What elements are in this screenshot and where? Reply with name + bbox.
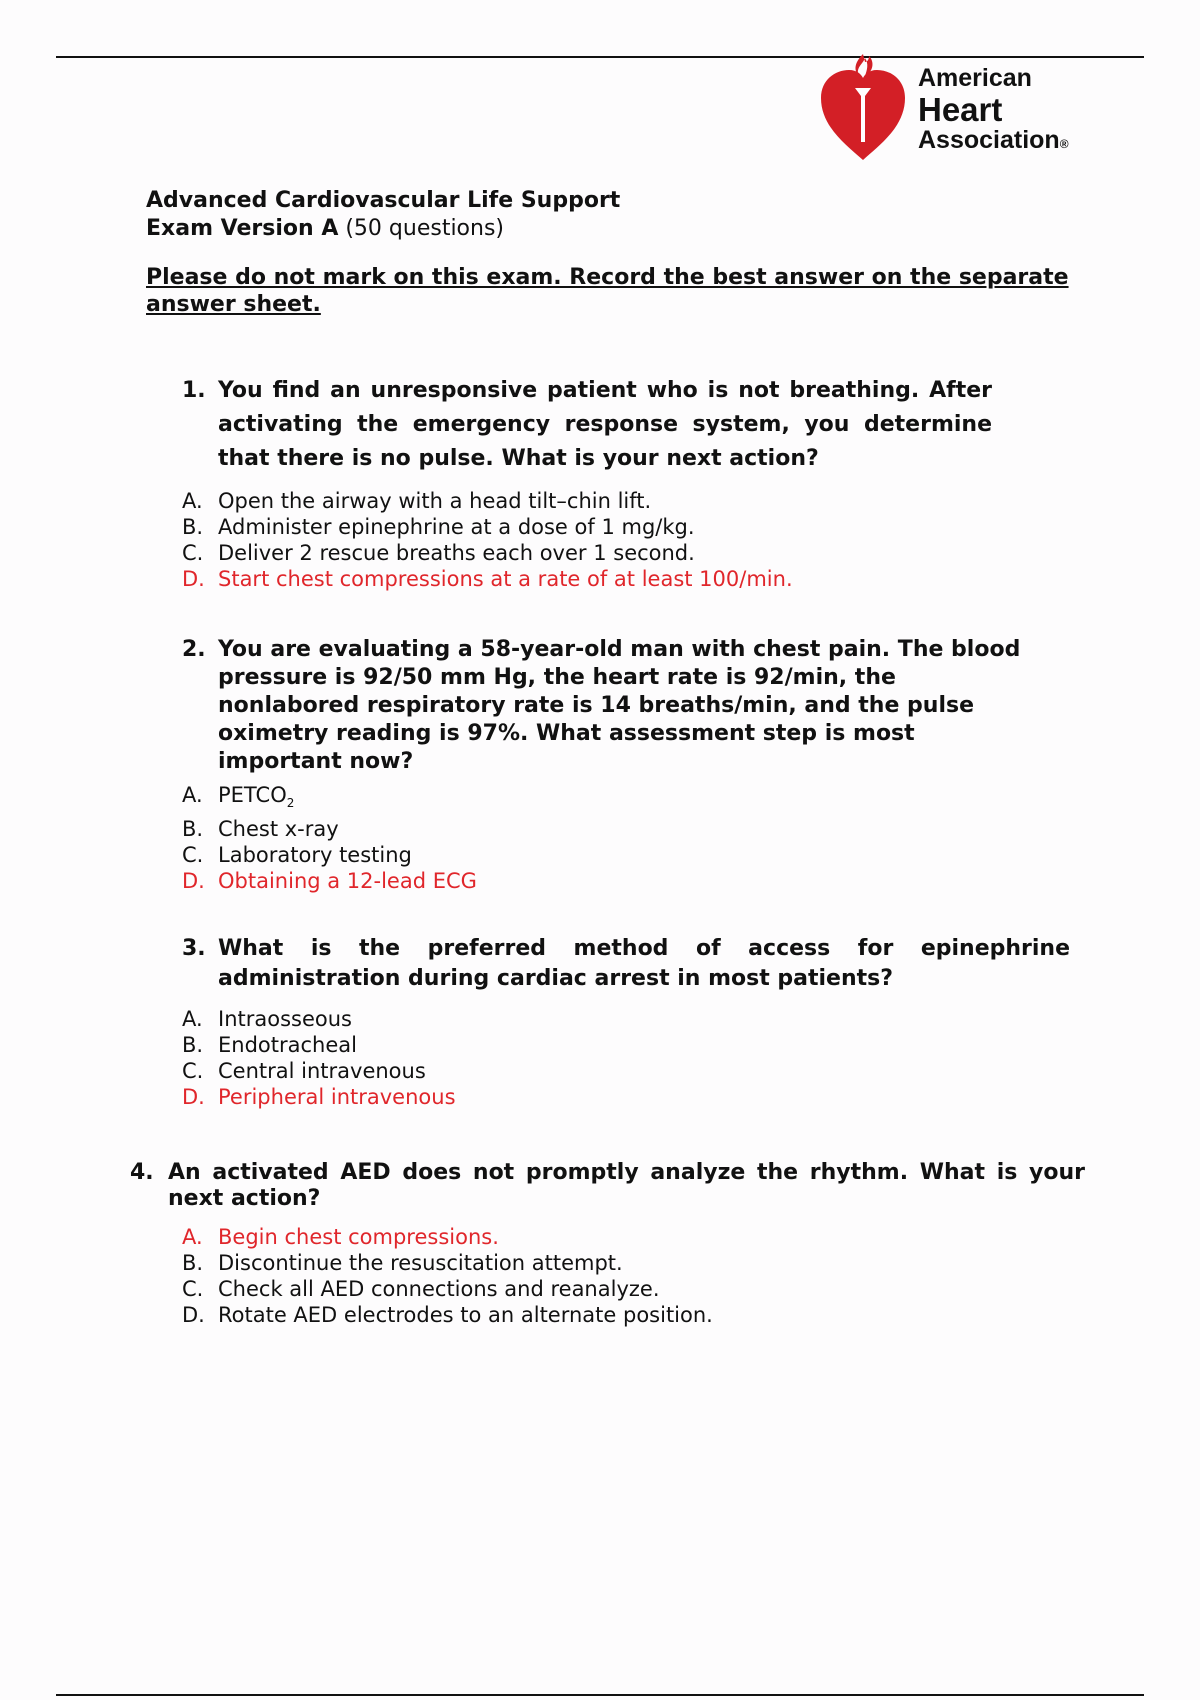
question-number: 2. xyxy=(182,637,206,662)
option-a: A. $PETCO_2$ xyxy=(182,783,295,811)
question-stem xyxy=(182,934,1070,994)
option-c: C. Deliver 2 rescue breaths each over 1 second. xyxy=(182,541,695,565)
question-number: 4. xyxy=(130,1160,154,1185)
option-d: D. Rotate AED electrodes to an alternate position. xyxy=(182,1303,713,1327)
question-2 xyxy=(182,636,1042,894)
answer-options xyxy=(182,488,992,592)
answer-options xyxy=(182,782,1042,894)
question-stem xyxy=(182,636,1042,776)
option-b: B. Administer epinephrine at a dose of 1 mg/kg. xyxy=(182,515,695,539)
question-stem xyxy=(182,374,992,476)
option-d-correct: D. Start chest compressions at a rate of at least 100/min. xyxy=(182,567,793,591)
option-b: B. Endotracheal xyxy=(182,1033,357,1057)
course-name: Advanced Cardiovascular Life Support xyxy=(146,188,621,213)
answer-options xyxy=(182,1006,1070,1110)
aha-logo xyxy=(815,52,1095,164)
question-1 xyxy=(182,374,992,592)
question-number: 3. xyxy=(182,936,206,961)
question-text: You find an unresponsive patient who is not breathing. After activating the emergency response system, you determine that there is no pulse. What is your next action? xyxy=(218,378,992,471)
exam-title xyxy=(146,187,620,243)
option-d-correct: D. Obtaining a 12-lead ECG xyxy=(182,869,477,894)
question-3 xyxy=(182,934,1070,1110)
bottom-rule xyxy=(56,1694,1144,1696)
option-b: B. Discontinue the resuscitation attempt. xyxy=(182,1251,623,1275)
exam-version: Exam Version A (50 questions) xyxy=(146,216,505,241)
option-d-correct: D. Peripheral intravenous xyxy=(182,1085,456,1109)
answer-options xyxy=(182,1224,1085,1328)
option-c: C. Laboratory testing xyxy=(182,843,412,868)
question-text: You are evaluating a 58-year-old man with chest pain. The blood pressure is 92/50 mm Hg, the heart rate is 92/min, the nonlabored respiratory rate is 14 breaths/min, and the pulse oximetry reading is 97%. What assessment step is most important now? xyxy=(218,637,1021,774)
question-text: An activated AED does not promptly analyze the rhythm. What is your next action? xyxy=(168,1160,1085,1211)
question-text: What is the preferred method of access for epinephrine administration during cardiac arrest in most patients? xyxy=(218,936,1070,991)
option-a-correct: A. Begin chest compressions. xyxy=(182,1225,499,1249)
logo-wordmark: American Heart Association® xyxy=(918,64,1069,154)
option-b: B. Chest x-ray xyxy=(182,817,339,842)
question-number: 1. xyxy=(182,378,206,403)
option-c: C. Check all AED connections and reanalyze. xyxy=(182,1277,660,1301)
option-a: A. Intraosseous xyxy=(182,1007,352,1031)
exam-instructions: Please do not mark on this exam. Record the best answer on the separate answer sheet. xyxy=(146,265,1069,317)
heart-torch-icon xyxy=(815,52,911,164)
option-c: C. Central intravenous xyxy=(182,1059,426,1083)
option-a: A. Open the airway with a head tilt–chin lift. xyxy=(182,489,652,513)
question-stem xyxy=(130,1160,1085,1212)
question-4 xyxy=(130,1160,1085,1328)
